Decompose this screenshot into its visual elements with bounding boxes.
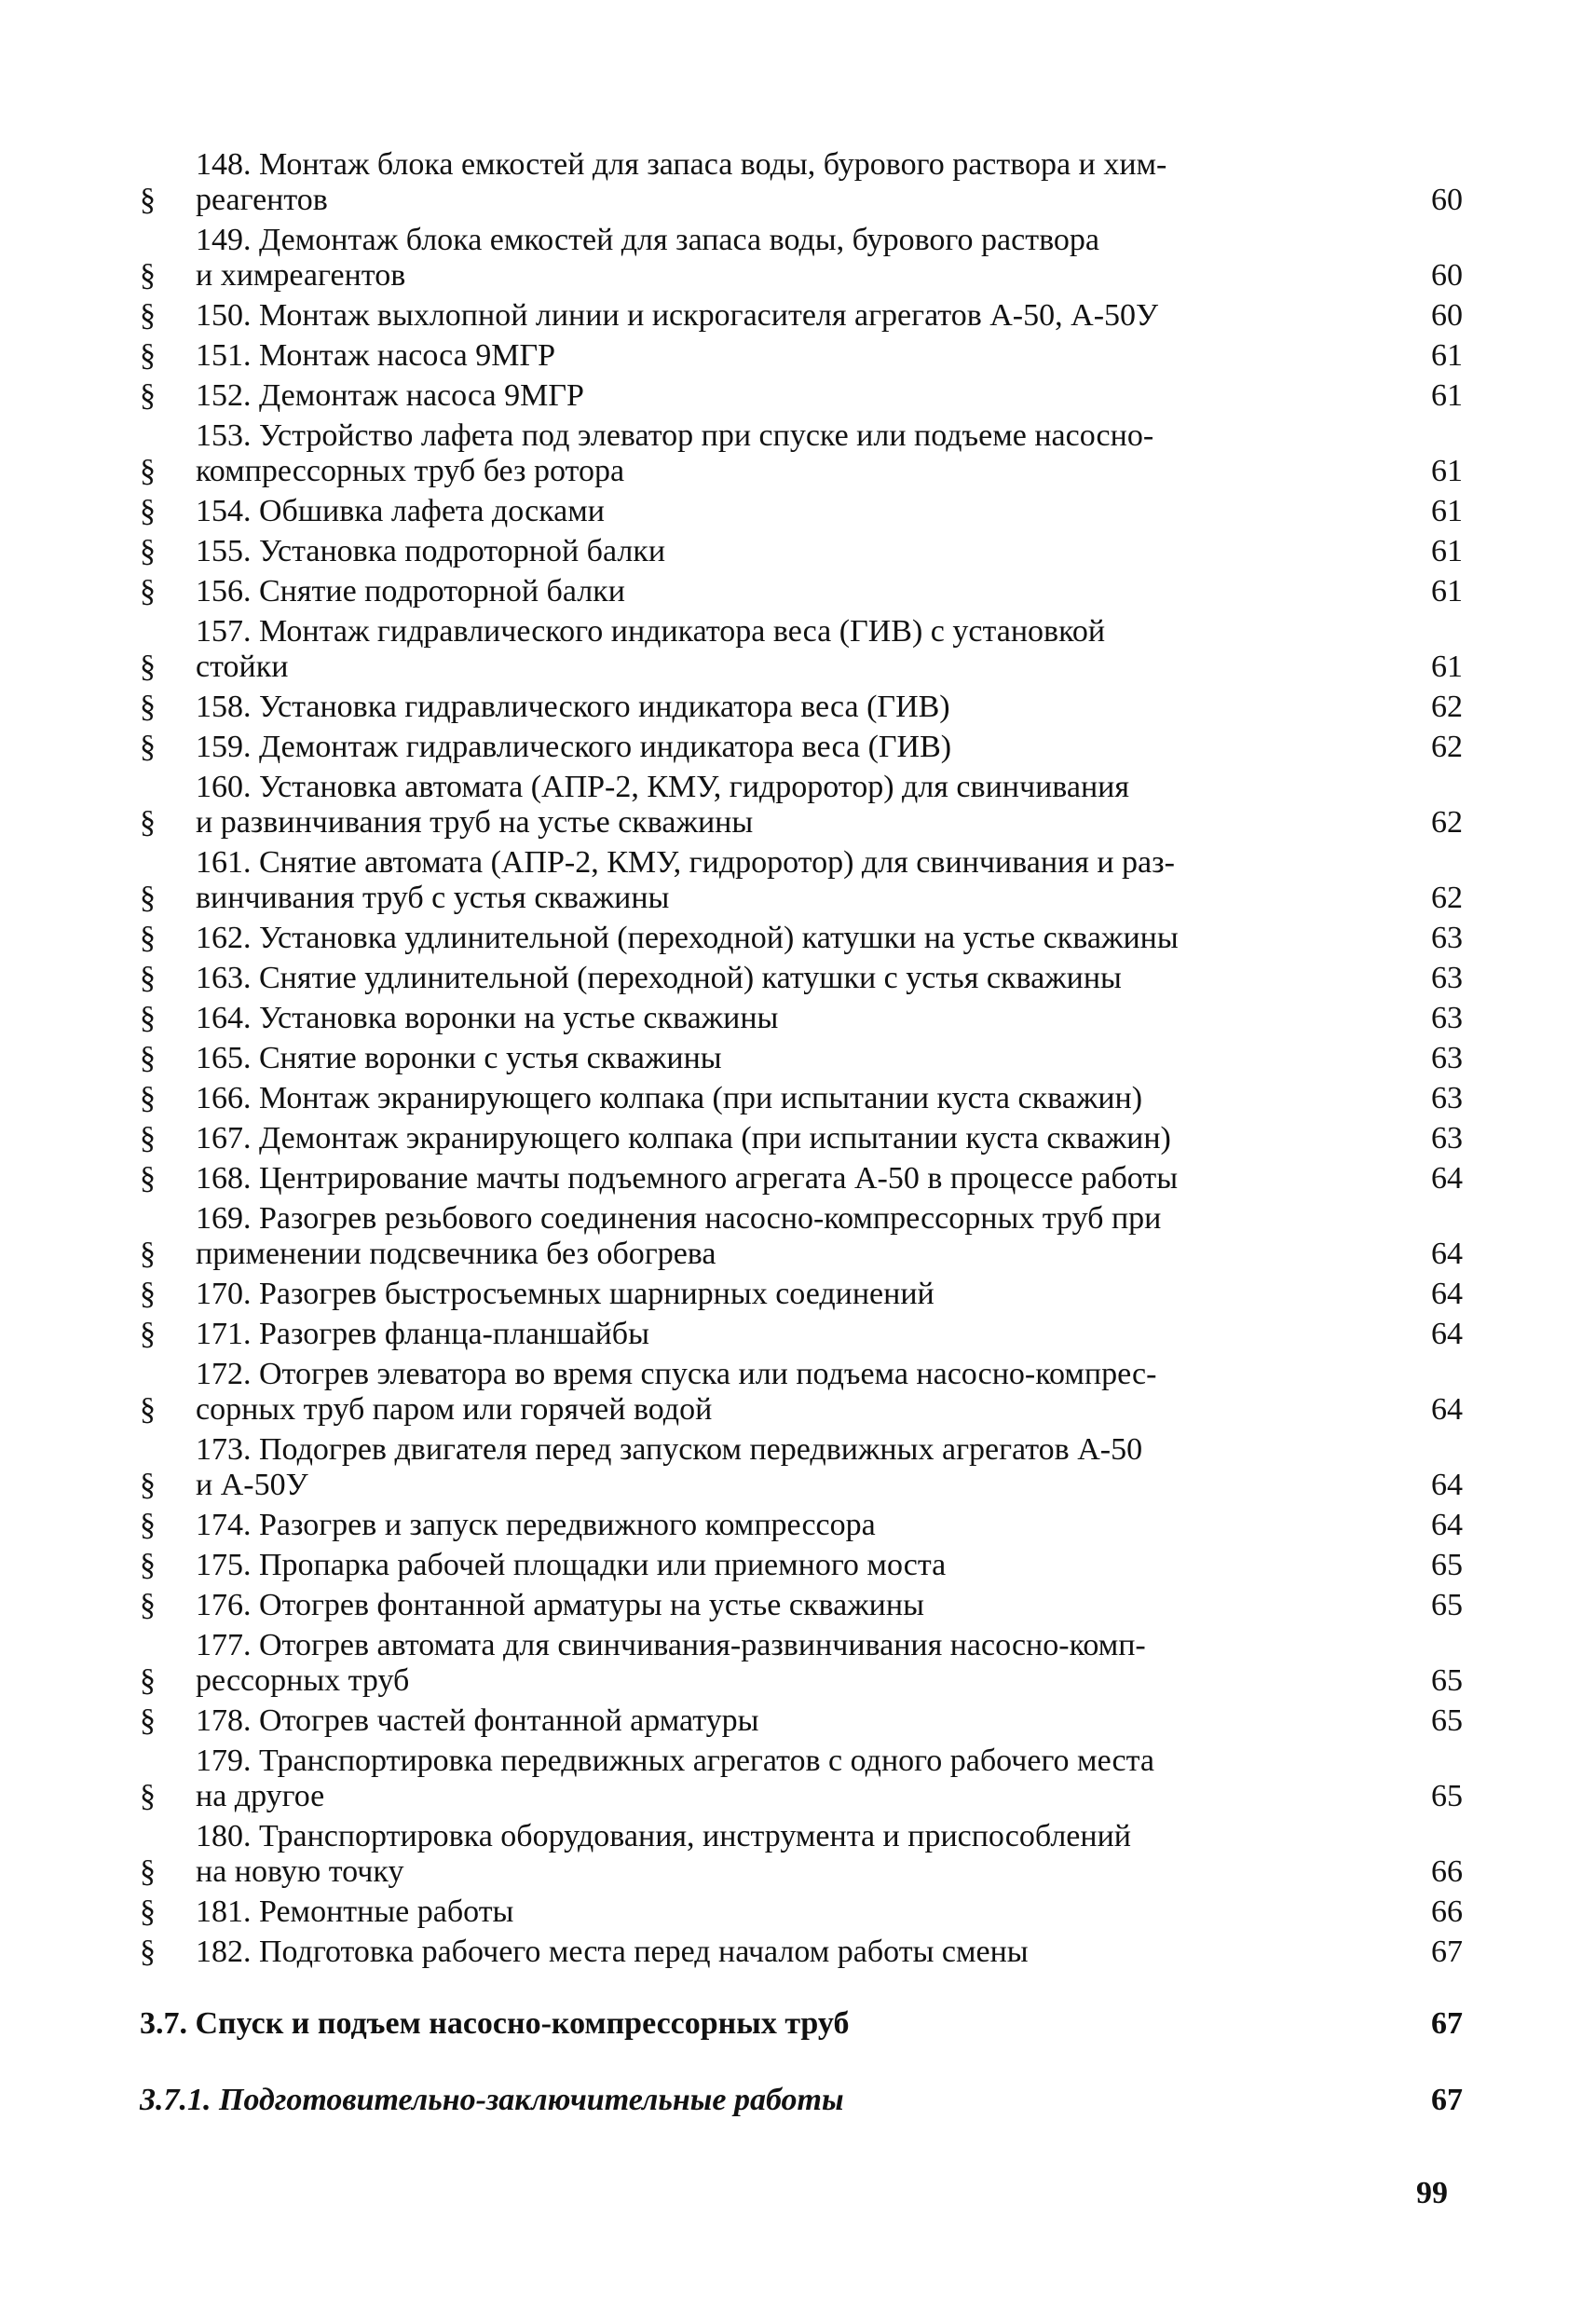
toc-entry [140, 1357, 1463, 1428]
chapter-page-number: 67 [1431, 2006, 1463, 2041]
toc-entry [140, 418, 1463, 489]
entry-page-number: 64 [1431, 1468, 1463, 1502]
entry-title-continuation: винчивания труб с устья скважины [196, 881, 670, 915]
entry-title [196, 1703, 1388, 1739]
entry-title-continuation: применении подсвечника без обогрева [196, 1237, 716, 1271]
entry-page-number: 66 [1431, 1894, 1463, 1929]
section-sign: § [140, 1277, 156, 1311]
toc-entry [140, 1317, 1463, 1352]
toc-entry [140, 298, 1463, 334]
entry-title-line: 171. Разогрев фланца-планшайбы [196, 1317, 649, 1351]
entry-title [196, 147, 1388, 218]
entry-title-line: 180. Транспортировка оборудования, инструмента и приспособлений [196, 1819, 1131, 1853]
entry-title-line: 165. Снятие воронки с устья скважины [196, 1041, 722, 1075]
entry-title-line: 162. Установка удлинительной (переходной) катушки на устье скважины [196, 921, 1179, 955]
entry-page-number: 65 [1431, 1548, 1463, 1582]
entry-title [196, 1819, 1388, 1890]
toc-entry [140, 338, 1463, 374]
spacer [140, 1975, 1463, 2006]
entry-title [196, 1744, 1388, 1814]
section-sign: § [140, 1237, 156, 1271]
subchapter-title: 3.7.1. Подготовительно-заключительные работы [140, 2083, 844, 2117]
entry-title [196, 730, 1388, 765]
section-sign: § [140, 183, 156, 217]
entry-page-number: 64 [1431, 1237, 1463, 1271]
entry-title [196, 1201, 1388, 1272]
toc-entry [140, 1894, 1463, 1930]
entry-title [196, 961, 1388, 996]
entry-title [196, 1628, 1388, 1699]
entry-title [196, 378, 1388, 414]
toc-entry [140, 770, 1463, 841]
spacer [140, 2042, 1463, 2083]
entry-title-continuation: на другое [196, 1779, 325, 1813]
toc-entry [140, 1628, 1463, 1699]
entry-page-number: 63 [1431, 1121, 1463, 1156]
table-of-contents [140, 147, 1463, 2118]
section-sign: § [140, 1041, 156, 1075]
section-sign: § [140, 574, 156, 609]
toc-entry [140, 223, 1463, 294]
entry-title-line: 178. Отогрев частей фонтанной арматуры [196, 1703, 759, 1738]
toc-entry [140, 1277, 1463, 1312]
page-number: 99 [1416, 2176, 1448, 2210]
toc-entry [140, 1201, 1463, 1272]
entry-title-continuation: сорных труб паром или горячей водой [196, 1392, 713, 1427]
toc-entry [140, 147, 1463, 218]
toc-entry [140, 730, 1463, 765]
entry-page-number: 63 [1431, 1001, 1463, 1035]
entry-page-number: 63 [1431, 921, 1463, 955]
entry-page-number: 65 [1431, 1663, 1463, 1698]
section-sign: § [140, 454, 156, 488]
section-sign: § [140, 1935, 156, 1969]
toc-entry [140, 378, 1463, 414]
entry-page-number: 64 [1431, 1508, 1463, 1542]
section-sign: § [140, 1001, 156, 1035]
entry-page-number: 66 [1431, 1854, 1463, 1889]
entry-title [196, 1548, 1388, 1583]
entry-title-line: 149. Демонтаж блока емкостей для запаса воды, бурового раствора [196, 223, 1099, 257]
subchapter-heading [140, 2083, 1463, 2118]
entry-title [196, 1588, 1388, 1623]
toc-entry [140, 1548, 1463, 1583]
entry-title-line: 179. Транспортировка передвижных агрегатов с одного рабочего места [196, 1744, 1154, 1778]
entry-page-number: 65 [1431, 1779, 1463, 1813]
entry-title [196, 338, 1388, 374]
entry-title-line: 174. Разогрев и запуск передвижного компрессора [196, 1508, 876, 1542]
section-sign: § [140, 690, 156, 724]
entry-title [196, 690, 1388, 725]
entry-title-line: 172. Отогрев элеватора во время спуска или подъема насосно-компрес- [196, 1357, 1157, 1391]
toc-entry [140, 574, 1463, 609]
entry-title [196, 534, 1388, 569]
entry-title [196, 223, 1388, 294]
toc-entry [140, 1935, 1463, 1970]
entry-page-number: 62 [1431, 730, 1463, 764]
entry-title-line: 173. Подогрев двигателя перед запуском передвижных агрегатов А-50 [196, 1432, 1143, 1467]
entry-title [196, 770, 1388, 841]
entry-title [196, 1081, 1388, 1116]
entry-title-line: 158. Установка гидравлического индикатора веса (ГИВ) [196, 690, 950, 724]
subchapter-page-number: 67 [1431, 2083, 1463, 2117]
section-sign: § [140, 921, 156, 955]
section-sign: § [140, 650, 156, 684]
entry-title-line: 169. Разогрев резьбового соединения насосно-компрессорных труб при [196, 1201, 1162, 1236]
entry-title-continuation: и А-50У [196, 1468, 308, 1502]
toc-entry [140, 690, 1463, 725]
section-sign: § [140, 258, 156, 293]
entry-page-number: 65 [1431, 1588, 1463, 1622]
entry-page-number: 62 [1431, 690, 1463, 724]
section-sign: § [140, 805, 156, 840]
toc-entry [140, 614, 1463, 685]
entry-page-number: 64 [1431, 1161, 1463, 1196]
entry-title-continuation: и развинчивания труб на устье скважины [196, 805, 754, 840]
entry-title-line: 151. Монтаж насоса 9МГР [196, 338, 556, 373]
entry-page-number: 61 [1431, 454, 1463, 488]
entry-title [196, 1161, 1388, 1197]
entry-title-continuation: рессорных труб [196, 1663, 410, 1698]
entry-page-number: 61 [1431, 650, 1463, 684]
section-sign: § [140, 298, 156, 333]
entry-title [196, 418, 1388, 489]
entry-title-line: 170. Разогрев быстросъемных шарнирных соединений [196, 1277, 934, 1311]
toc-entry [140, 534, 1463, 569]
section-sign: § [140, 1508, 156, 1542]
entry-title [196, 1121, 1388, 1156]
toc-entry [140, 1121, 1463, 1156]
section-sign: § [140, 730, 156, 764]
entry-title [196, 494, 1388, 529]
section-sign: § [140, 881, 156, 915]
entry-page-number: 60 [1431, 183, 1463, 217]
entry-page-number: 61 [1431, 494, 1463, 528]
entry-title-line: 155. Установка подроторной балки [196, 534, 666, 568]
entry-title-line: 181. Ремонтные работы [196, 1894, 514, 1929]
entry-title-line: 154. Обшивка лафета досками [196, 494, 605, 528]
entry-title [196, 1357, 1388, 1428]
entry-page-number: 63 [1431, 961, 1463, 995]
entry-title-continuation: компрессорных труб без ротора [196, 454, 625, 488]
section-sign: § [140, 338, 156, 373]
entry-title [196, 921, 1388, 956]
entry-title-continuation: на новую точку [196, 1854, 404, 1889]
section-sign: § [140, 494, 156, 528]
entry-title [196, 1317, 1388, 1352]
entry-title-line: 182. Подготовка рабочего места перед началом работы смены [196, 1935, 1029, 1969]
section-sign: § [140, 1317, 156, 1351]
entry-title-line: 152. Демонтаж насоса 9МГР [196, 378, 584, 413]
section-sign: § [140, 1548, 156, 1582]
entry-page-number: 64 [1431, 1392, 1463, 1427]
entry-title [196, 1935, 1388, 1970]
section-sign: § [140, 1161, 156, 1196]
section-sign: § [140, 1081, 156, 1115]
entry-title [196, 1432, 1388, 1503]
entry-title [196, 1001, 1388, 1036]
toc-entry [140, 1161, 1463, 1197]
entry-title-line: 164. Установка воронки на устье скважины [196, 1001, 779, 1035]
toc-entry [140, 1001, 1463, 1036]
section-sign: § [140, 1779, 156, 1813]
entry-page-number: 60 [1431, 258, 1463, 293]
section-sign: § [140, 1392, 156, 1427]
entry-title [196, 1508, 1388, 1543]
entry-page-number: 61 [1431, 378, 1463, 413]
section-sign: § [140, 1854, 156, 1889]
entry-title-line: 175. Пропарка рабочей площадки или приемного моста [196, 1548, 947, 1582]
toc-entry [140, 494, 1463, 529]
toc-entry [140, 1819, 1463, 1890]
section-sign: § [140, 1468, 156, 1502]
entry-title-line: 163. Снятие удлинительной (переходной) катушки с устья скважины [196, 961, 1122, 995]
entry-title-line: 167. Демонтаж экранирующего колпака (при испытании куста скважин) [196, 1121, 1171, 1156]
entry-page-number: 63 [1431, 1081, 1463, 1115]
toc-entry [140, 921, 1463, 956]
entry-page-number: 65 [1431, 1703, 1463, 1738]
section-sign: § [140, 961, 156, 995]
entry-title-line: 153. Устройство лафета под элеватор при спуске или подъеме насосно- [196, 418, 1154, 453]
section-sign: § [140, 534, 156, 568]
entry-title-line: 177. Отогрев автомата для свинчивания-развинчивания насосно-комп- [196, 1628, 1146, 1662]
entry-page-number: 67 [1431, 1935, 1463, 1969]
entry-page-number: 64 [1431, 1317, 1463, 1351]
entry-title-line: 166. Монтаж экранирующего колпака (при испытании куста скважин) [196, 1081, 1143, 1115]
section-sign: § [140, 1894, 156, 1929]
entry-title-line: 156. Снятие подроторной балки [196, 574, 625, 609]
entry-page-number: 62 [1431, 881, 1463, 915]
entry-title [196, 845, 1388, 916]
entry-title-continuation: реагентов [196, 183, 328, 217]
toc-entry [140, 961, 1463, 996]
chapter-title: 3.7. Спуск и подъем насосно-компрессорных труб [140, 2006, 850, 2041]
entry-title-line: 168. Центрирование мачты подъемного агрегата А-50 в процессе работы [196, 1161, 1179, 1196]
toc-entry [140, 1081, 1463, 1116]
entry-page-number: 63 [1431, 1041, 1463, 1075]
entry-page-number: 60 [1431, 298, 1463, 333]
entry-page-number: 61 [1431, 338, 1463, 373]
chapter-heading [140, 2006, 1463, 2042]
toc-entry [140, 1703, 1463, 1739]
entry-title-line: 160. Установка автомата (АПР-2, КМУ, гидроротор) для свинчивания [196, 770, 1129, 804]
entry-title-continuation: стойки [196, 650, 289, 684]
entry-title-line: 148. Монтаж блока емкостей для запаса воды, бурового раствора и хим- [196, 147, 1167, 182]
entry-title-line: 176. Отогрев фонтанной арматуры на устье скважины [196, 1588, 924, 1622]
entry-title [196, 614, 1388, 685]
toc-entry [140, 1041, 1463, 1076]
entry-title [196, 574, 1388, 609]
toc-entry [140, 1432, 1463, 1503]
entry-page-number: 61 [1431, 574, 1463, 609]
toc-entry [140, 1588, 1463, 1623]
entry-page-number: 62 [1431, 805, 1463, 840]
section-sign: § [140, 1121, 156, 1156]
section-sign: § [140, 378, 156, 413]
entry-title-continuation: и химреагентов [196, 258, 406, 293]
toc-entry [140, 1744, 1463, 1814]
section-sign: § [140, 1588, 156, 1622]
entry-title [196, 1894, 1388, 1930]
section-sign: § [140, 1703, 156, 1738]
entry-title [196, 1277, 1388, 1312]
entry-page-number: 61 [1431, 534, 1463, 568]
toc-entry [140, 1508, 1463, 1543]
entry-page-number: 64 [1431, 1277, 1463, 1311]
section-sign: § [140, 1663, 156, 1698]
entry-title-line: 159. Демонтаж гидравлического индикатора веса (ГИВ) [196, 730, 952, 764]
entry-title-line: 161. Снятие автомата (АПР-2, КМУ, гидроротор) для свинчивания и раз- [196, 845, 1175, 880]
entry-title-line: 157. Монтаж гидравлического индикатора веса (ГИВ) с установкой [196, 614, 1106, 649]
entry-title [196, 1041, 1388, 1076]
toc-entry [140, 845, 1463, 916]
entry-title-line: 150. Монтаж выхлопной линии и искрогасителя агрегатов А-50, А-50У [196, 298, 1159, 333]
entry-title [196, 298, 1388, 334]
